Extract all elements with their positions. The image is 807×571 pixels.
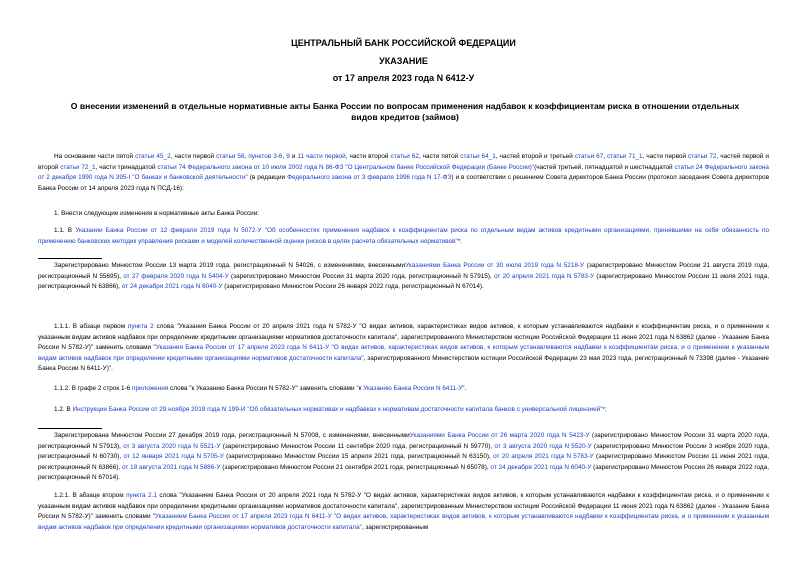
link[interactable]: от 27 февраля 2020 года N 5404-У <box>123 272 229 280</box>
link[interactable]: Инструкции Банка России от 29 ноября 2019 года N 199-И "Об обязательных нормативах и надбавках к нормативам достаточности капитала банков с универсальной лицензией" <box>72 406 603 413</box>
footnote-mark[interactable]: * <box>602 407 605 413</box>
doc-title: О внесении изменений в отдельные нормативные акты Банка России по вопросам применения надбавок к коэффициентам риска в отношении отдельных видов кредитов (займов) <box>70 101 740 122</box>
link[interactable]: статьи 71_1 <box>607 153 643 160</box>
link[interactable]: 11 части первой <box>297 153 346 160</box>
link[interactable]: от 24 декабря 2021 года N 6040-У <box>121 283 223 291</box>
link[interactable]: статьи 56 <box>216 153 245 160</box>
org-heading: ЦЕНТРАЛЬНЫЙ БАНК РОССИЙСКОЙ ФЕДЕРАЦИИ <box>291 38 516 48</box>
doc-type: УКАЗАНИЕ <box>379 56 428 66</box>
footnote-2: Зарегистрирована Минюстом России 27 декабря 2019 года, регистрационный N 57008, с изменениями, внесеннымиУказаниями Банка России от 26 марта 2020 года N 5423-У (зарегистрировано Минюстом России 31 марта 2020 года, регистрационный N 57913), от 3 августа 2020 года N 5521-У (зарегистрировано Минюстом России 11 сентября 2020 года, регистрационный N 59770), от 3 августа 2020 года N 5520-У (зарегистрировано Минюстом России 3 ноября 2020 года, регистрационный N 60730), от 12 января 2021 года N 5705-У (зарегистрировано Минюстом России 15 апреля 2021 года, регистрационный N 63150), от 20 апреля 2021 года N 5783-У (зарегистрировано Минюстом России 11 июня 2021 года, регистрационный N 63866), от 18 августа 2021 года N 5886-У (зарегистрировано Минюстом России 21 сентября 2021 года, регистрационный N 65078), от 24 декабря 2021 года N 6040-У (зарегистрировано Минюстом России 26 января 2022 года, регистрационный N 67014). <box>38 432 770 482</box>
link[interactable]: пункта 2.1 <box>126 492 157 499</box>
link[interactable]: статьи 45_2 <box>135 153 171 160</box>
link[interactable]: Указания Банка России от 17 апреля 2023 года N 6411-У "О видах активов, характеристиках видов активов, к которым устанавливаются надбавки к коэффициентам риска, и о применении к указанным видам активов надбавок при определении кредитными организациями нормативов достаточности капитала" <box>38 344 769 362</box>
link[interactable]: Федерального закона от 3 февраля 1996 года N 17-ФЗ <box>287 174 452 182</box>
link[interactable]: статьи 67 <box>574 153 604 160</box>
paragraph-1-1: 1.1. В Указании Банка России от 12 февраля 2019 года N 5072-У "Об особенностях применения надбавок к коэффициентам риска по отдельным видам активов кредитными организациями, принявшими на себя обязанность по применению банковских методик управления рисками и моделей количественной оценки рисков в целях расчета обязательных нормативов"*: <box>38 227 769 245</box>
link[interactable]: статьи 72_1 <box>60 163 96 171</box>
link[interactable]: статьи 74 Федерального закона от 10 июля 2002 года N 86-ФЗ "О Центральном банке Российской Федерации (Банке России)" <box>157 163 535 171</box>
link[interactable]: от 3 августа 2020 года N 5521-У <box>123 442 221 450</box>
link[interactable]: от 24 декабря 2021 года N 6040-У <box>490 463 592 471</box>
paragraph-1-2: 1.2. В Инструкции Банка России от 29 ноября 2019 года N 199-И "Об обязательных нормативах и надбавках к нормативам достаточности капитала банков с универсальной лицензией"*: <box>54 406 607 413</box>
footnote-1: Зарегистрировано Минюстом России 13 марта 2019 года, регистрационный N 54026, с изменениями, внесеннымиУказаниями Банка России от 30 июля 2019 года N 5218-У (зарегистрировано Минюстом России 21 августа 2019 года, регистрационный N 55695), от 27 февраля 2020 года N 5404-У (зарегистрировано Минюстом России 31 марта 2020 года, регистрационный N 57915), от 20 апреля 2021 года N 5783-У (зарегистрировано Минюстом России 11 июля 2021 года, регистрационный N 63866), от 24 декабря 2021 года N 6040-У (зарегистрировано Минюстом России 26 января 2022 года, регистрационный N 67014). <box>38 262 769 291</box>
link[interactable]: Указанием Банка России от 17 апреля 2023 года N 6411-У "О видах активов, характеристиках видов активов, к которым устанавливаются надбавки к коэффициентам риска, и о применении к указанным видам активов надбавок при определении кредитными организациями нормативов достаточности капитала" <box>38 513 769 531</box>
paragraph-1: 1. Внести следующие изменения в нормативные акты Банка России: <box>54 210 260 217</box>
footnote-divider <box>38 428 102 429</box>
link[interactable]: статьи 64_1 <box>460 153 496 160</box>
link[interactable]: 9 <box>286 153 290 160</box>
paragraph-1-2-1: 1.2.1. В абзаце втором пункта 2.1 слова "Указанием Банка России от 20 апреля 2021 года N 5782-У "О видах активов, характеристиках видов активов, к которым устанавливаются надбавки к коэффициентам риска, и о применении к указанным видам активов надбавок при определении кредитными организациями нормативов достаточности капитала", зарегистрированным Министерством юстиции Российской Федерации 11 июня 2021 года N 63862 (далее - Указание Банка России N 5782-У)" заменить словами "Указанием Банка России от 17 апреля 2023 года N 6411-У "О видах активов, характеристиках видов активов, к которым устанавливаются надбавки к коэффициентам риска, и о применении к указанным видам активов надбавок при определении кредитными организациями нормативов достаточности капитала", зарегистрированным <box>38 492 769 531</box>
link[interactable]: Указаниями Банка России от 26 марта 2020 года N 5423-У <box>409 432 590 439</box>
preamble: На основании части пятой статьи 45_2, части первой статьи 56, пунктов 3-6, 9 и 11 части первой, части второй статьи 62, части пятой статьи 64_1, частей второй и третьей статьи 67, статьи 71_1, части первой статьи 72, частей первой и второй статьи 72_1, части тринадцатой статьи 74 Федерального закона от 10 июля 2002 года N 86-ФЗ "О Центральном банке Российской Федерации (Банке России)"(частей третьей, пятнадцатой и шестнадцатой статьи 24 Федерального закона от 2 декабря 1990 года N 395-I "О банках и банковской деятельности" (в редакции Федерального закона от 3 февраля 1996 года N 17-ФЗ) и в соответствии с решением Совета директоров Банка России (протокол заседания Совета директоров Банка России от 14 апреля 2023 года N ПСД-16): <box>38 153 769 192</box>
link[interactable]: Указании Банка России от 12 февраля 2019 года N 5072-У "Об особенностях применения надбавок к коэффициентам риска по отдельным видам активов кредитными организациями, принявшими на себя обязанность по применению банковских методик управления рисками и моделей количественной оценки рисков в целях расчета обязательных нормативов" <box>38 227 769 245</box>
doc-date: от 17 апреля 2023 года N 6412-У <box>332 73 475 83</box>
footnote-mark[interactable]: * <box>457 238 460 245</box>
link[interactable]: статьи 62 <box>390 153 419 160</box>
link[interactable]: статьи 72 <box>688 153 717 160</box>
link[interactable]: Указаниями Банка России от 30 июля 2019 года N 5218-У <box>405 262 585 269</box>
link[interactable]: от 12 января 2021 года N 5705-У <box>123 453 224 461</box>
paragraph-1-1-1: 1.1.1. В абзаце первом пункта 2 слова "Указания Банка России от 20 апреля 2021 года N 5782-У "О видах активов, характеристиках видов активов, к которым устанавливаются надбавки к коэффициентам риска, и о применении к указанным видам активов надбавок при определении кредитными организациями нормативов достаточности капитала", зарегистрированного Министерством юстиции Российской Федерации 11 июня 2021 года N 63862 (далее - Указание Банка России N 5782-У)" заменить словами "Указания Банка России от 17 апреля 2023 года N 6411-У "О видах активов, характеристиках видов активов, к которым устанавливаются надбавки к коэффициентам риска, и о применении к указанным видам активов надбавок при определении кредитными организациями нормативов достаточности капитала", зарегистрированного Министерством юстиции Российской Федерации 23 мая 2023 года, регистрационный N 73398 (далее - Указание Банка России N 6411-У)". <box>38 323 769 373</box>
link[interactable]: приложения <box>131 385 169 392</box>
link[interactable]: от 20 апреля 2021 года N 5783-У <box>494 272 595 280</box>
link[interactable]: от 20 апреля 2021 года N 5783-У <box>493 453 594 461</box>
footnote-divider <box>38 258 102 259</box>
paragraph-1-1-2: 1.1.2. В графе 2 строк 1-6 приложения слова "к Указанию Банка России N 5782-У" заменить словами "к Указанию Банка России N 6411-У". <box>54 385 467 392</box>
link[interactable]: от 3 августа 2020 года N 5520-У <box>494 442 592 450</box>
link[interactable]: пункта 2 <box>127 323 154 330</box>
link[interactable]: Указанию Банка России N 6411-У <box>363 385 463 392</box>
link[interactable]: от 18 августа 2021 года N 5886-У <box>121 463 221 471</box>
link[interactable]: пунктов 3-6 <box>248 153 283 160</box>
link[interactable]: статьи 24 Федерального закона от 2 декабря 1990 года N 395-I "О банках и банковской деятельности" <box>38 163 769 182</box>
